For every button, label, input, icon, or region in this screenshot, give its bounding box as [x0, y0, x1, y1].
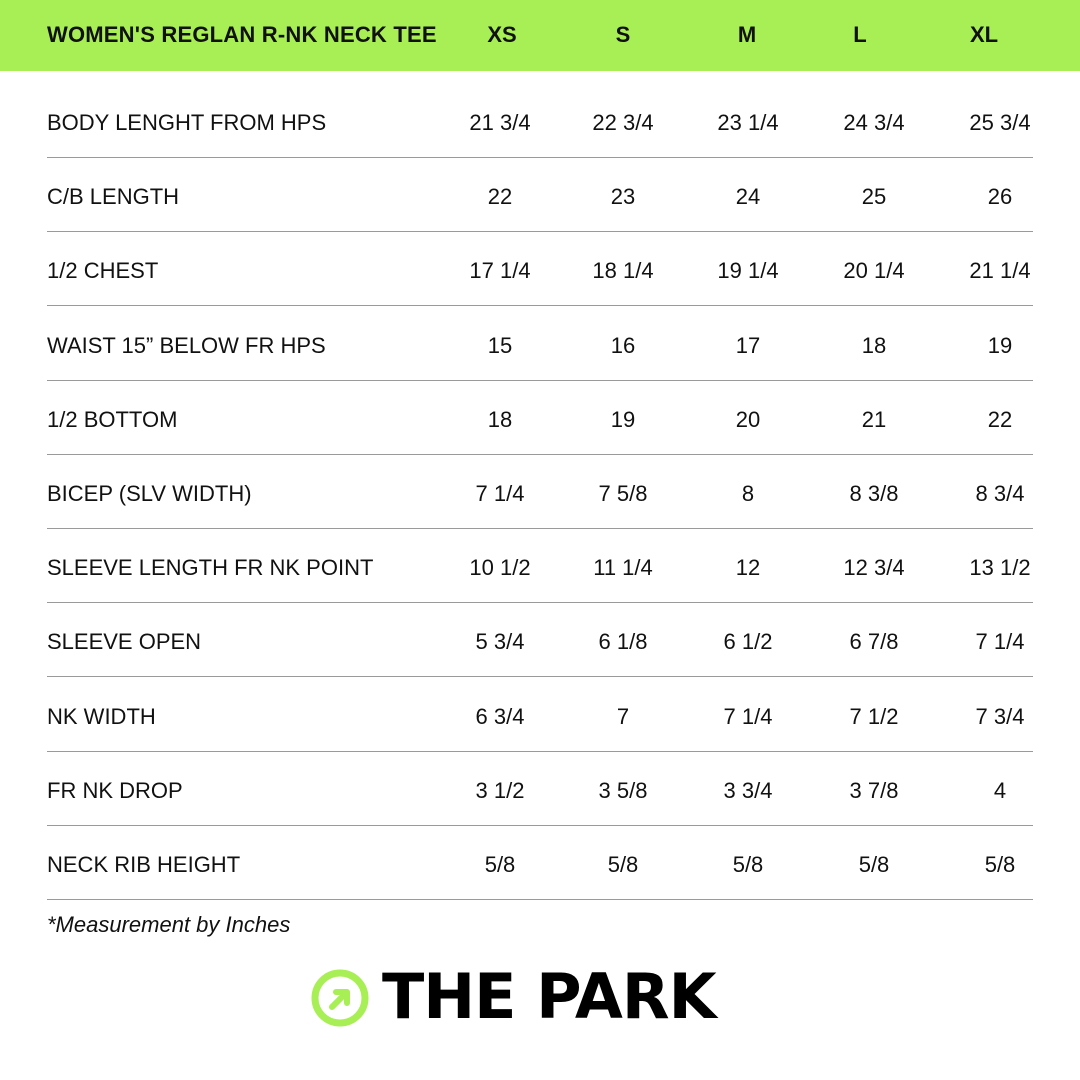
row-label: 1/2 CHEST — [47, 258, 159, 283]
cell-s: 19 — [610, 407, 636, 432]
cell-l: 6 7/8 — [849, 629, 899, 654]
cell-xs: 10 1/2 — [469, 555, 531, 580]
cell-l: 20 1/4 — [843, 258, 905, 283]
cell-s: 5/8 — [607, 852, 639, 877]
size-header-xs: XS — [487, 22, 517, 47]
cell-m: 20 — [735, 407, 761, 432]
row-divider — [47, 305, 1033, 306]
size-header-xl: XL — [969, 22, 999, 47]
cell-m: 24 — [735, 184, 761, 209]
cell-s: 11 1/4 — [593, 555, 653, 580]
table-row — [47, 678, 1033, 752]
cell-l: 18 — [861, 333, 887, 358]
row-label: C/B LENGTH — [47, 184, 180, 209]
product-title: WOMEN'S REGLAN R-NK NECK TEE — [47, 22, 437, 47]
cell-xl: 13 1/2 — [969, 555, 1031, 580]
footnote: *Measurement by Inches — [47, 912, 291, 937]
circle-arrow-icon — [310, 968, 370, 1028]
cell-s: 23 — [610, 184, 636, 209]
row-label: WAIST 15” BELOW FR HPS — [47, 333, 326, 358]
cell-xl: 7 3/4 — [975, 704, 1025, 729]
table-row — [47, 455, 1033, 529]
row-label: BICEP (SLV WIDTH) — [47, 481, 252, 506]
cell-s: 7 5/8 — [598, 481, 648, 506]
size-header-s: S — [615, 22, 631, 47]
cell-xl: 4 — [993, 778, 1007, 803]
cell-xs: 5/8 — [484, 852, 516, 877]
row-label: NECK RIB HEIGHT — [47, 852, 241, 877]
table-row — [47, 232, 1033, 306]
cell-xl: 21 1/4 — [969, 258, 1031, 283]
cell-m: 7 1/4 — [723, 704, 773, 729]
cell-m: 12 — [735, 555, 761, 580]
cell-xs: 5 3/4 — [475, 629, 525, 654]
brand-name: THE PARK — [382, 960, 716, 1033]
cell-xl: 5/8 — [984, 852, 1016, 877]
cell-xl: 7 1/4 — [975, 629, 1025, 654]
size-header-m: M — [737, 22, 757, 47]
cell-xs: 18 — [487, 407, 513, 432]
cell-m: 5/8 — [732, 852, 764, 877]
cell-xl: 25 3/4 — [969, 110, 1031, 135]
cell-s: 3 5/8 — [598, 778, 648, 803]
cell-s: 22 3/4 — [592, 110, 654, 135]
cell-m: 19 1/4 — [717, 258, 779, 283]
cell-l: 5/8 — [858, 852, 890, 877]
table-row — [47, 381, 1033, 455]
cell-xs: 7 1/4 — [475, 481, 525, 506]
table-row — [47, 158, 1033, 232]
cell-xs: 6 3/4 — [475, 704, 525, 729]
row-label: SLEEVE OPEN — [47, 629, 202, 654]
cell-l: 24 3/4 — [843, 110, 905, 135]
cell-s: 6 1/8 — [598, 629, 648, 654]
table-header — [0, 0, 1080, 71]
cell-l: 8 3/8 — [849, 481, 899, 506]
row-label: SLEEVE LENGTH FR NK POINT — [47, 555, 374, 580]
cell-xl: 8 3/4 — [975, 481, 1025, 506]
row-label: NK WIDTH — [47, 704, 156, 729]
cell-xs: 15 — [487, 333, 513, 358]
row-divider — [47, 899, 1033, 900]
cell-xs: 3 1/2 — [475, 778, 525, 803]
cell-m: 23 1/4 — [717, 110, 779, 135]
row-label: 1/2 BOTTOM — [47, 407, 178, 432]
cell-xs: 21 3/4 — [469, 110, 531, 135]
table-row — [47, 529, 1033, 603]
table-row — [47, 84, 1033, 158]
row-divider — [47, 676, 1033, 677]
cell-m: 17 — [735, 333, 761, 358]
cell-l: 21 — [861, 407, 887, 432]
cell-xl: 19 — [987, 333, 1013, 358]
cell-l: 3 7/8 — [849, 778, 899, 803]
cell-m: 8 — [741, 481, 755, 506]
row-label: FR NK DROP — [47, 778, 183, 803]
size-header-l: L — [853, 22, 867, 47]
cell-m: 3 3/4 — [723, 778, 773, 803]
cell-s: 16 — [610, 333, 636, 358]
table-row — [47, 307, 1033, 381]
cell-l: 7 1/2 — [849, 704, 899, 729]
cell-s: 7 — [616, 704, 630, 729]
cell-xs: 22 — [487, 184, 513, 209]
table-row — [47, 603, 1033, 677]
cell-xs: 17 1/4 — [469, 258, 531, 283]
cell-xl: 26 — [987, 184, 1013, 209]
cell-l: 25 — [861, 184, 887, 209]
brand-logo — [310, 960, 780, 1033]
table-row — [47, 752, 1033, 826]
cell-m: 6 1/2 — [723, 629, 773, 654]
table-row — [47, 826, 1033, 900]
cell-xl: 22 — [987, 407, 1013, 432]
cell-l: 12 3/4 — [843, 555, 905, 580]
cell-s: 18 1/4 — [592, 258, 654, 283]
row-label: BODY LENGHT FROM HPS — [47, 110, 327, 135]
